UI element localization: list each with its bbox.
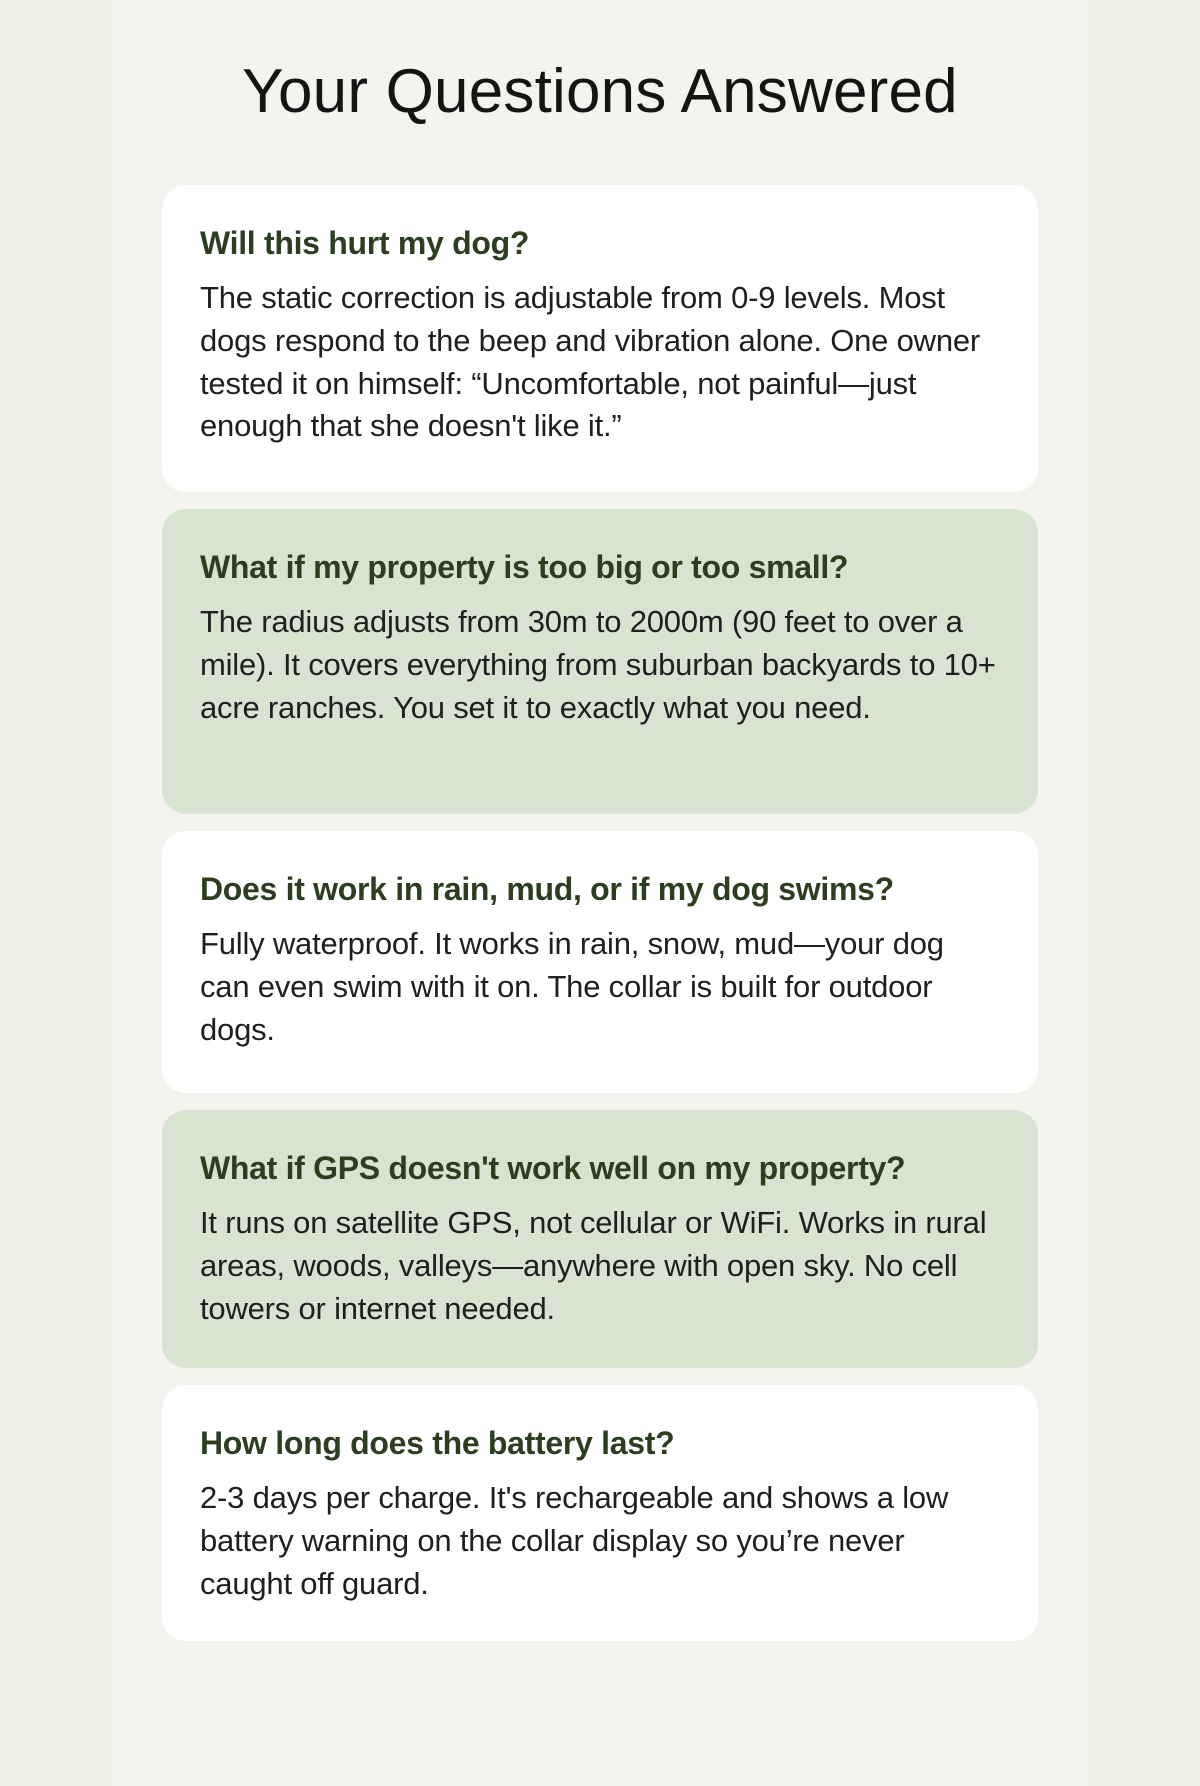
faq-answer: The static correction is adjustable from 0-9 levels. Most dogs respond to the beep and vibration alone. One owner tested it on himself: “Uncomfortable, not painful—just enough that she doesn't like it.” bbox=[200, 280, 981, 444]
page-title: Your Questions Answered bbox=[242, 57, 958, 126]
faq-question: How long does the battery last? bbox=[200, 1425, 675, 1461]
faq-answer: It runs on satellite GPS, not cellular or WiFi. Works in rural areas, woods, valleys—anywhere with open sky. No cell towers or internet needed. bbox=[200, 1205, 987, 1326]
faq-item-dog-safety[interactable] bbox=[162, 185, 1038, 492]
faq-answer: The radius adjusts from 30m to 2000m (90 feet to over a mile). It covers everything from suburban backyards to 10+ acre ranches. You set it to exactly what you need. bbox=[200, 604, 996, 725]
faq-item-property-size[interactable] bbox=[162, 509, 1038, 814]
faq-item-waterproof[interactable] bbox=[162, 831, 1038, 1093]
faq-question: Does it work in rain, mud, or if my dog swims? bbox=[200, 871, 894, 907]
faq-question: Will this hurt my dog? bbox=[200, 225, 530, 261]
faq-question: What if GPS doesn't work well on my property? bbox=[200, 1150, 906, 1186]
faq-list bbox=[162, 185, 1038, 1658]
faq-answer: Fully waterproof. It works in rain, snow, mud—your dog can even swim with it on. The collar is built for outdoor dogs. bbox=[200, 926, 944, 1047]
faq-answer: 2-3 days per charge. It's rechargeable and shows a low battery warning on the collar display so you’re never caught off guard. bbox=[200, 1480, 949, 1601]
faq-question: What if my property is too big or too small? bbox=[200, 549, 849, 585]
faq-item-gps-coverage[interactable] bbox=[162, 1110, 1038, 1368]
faq-item-battery-life[interactable] bbox=[162, 1385, 1038, 1641]
